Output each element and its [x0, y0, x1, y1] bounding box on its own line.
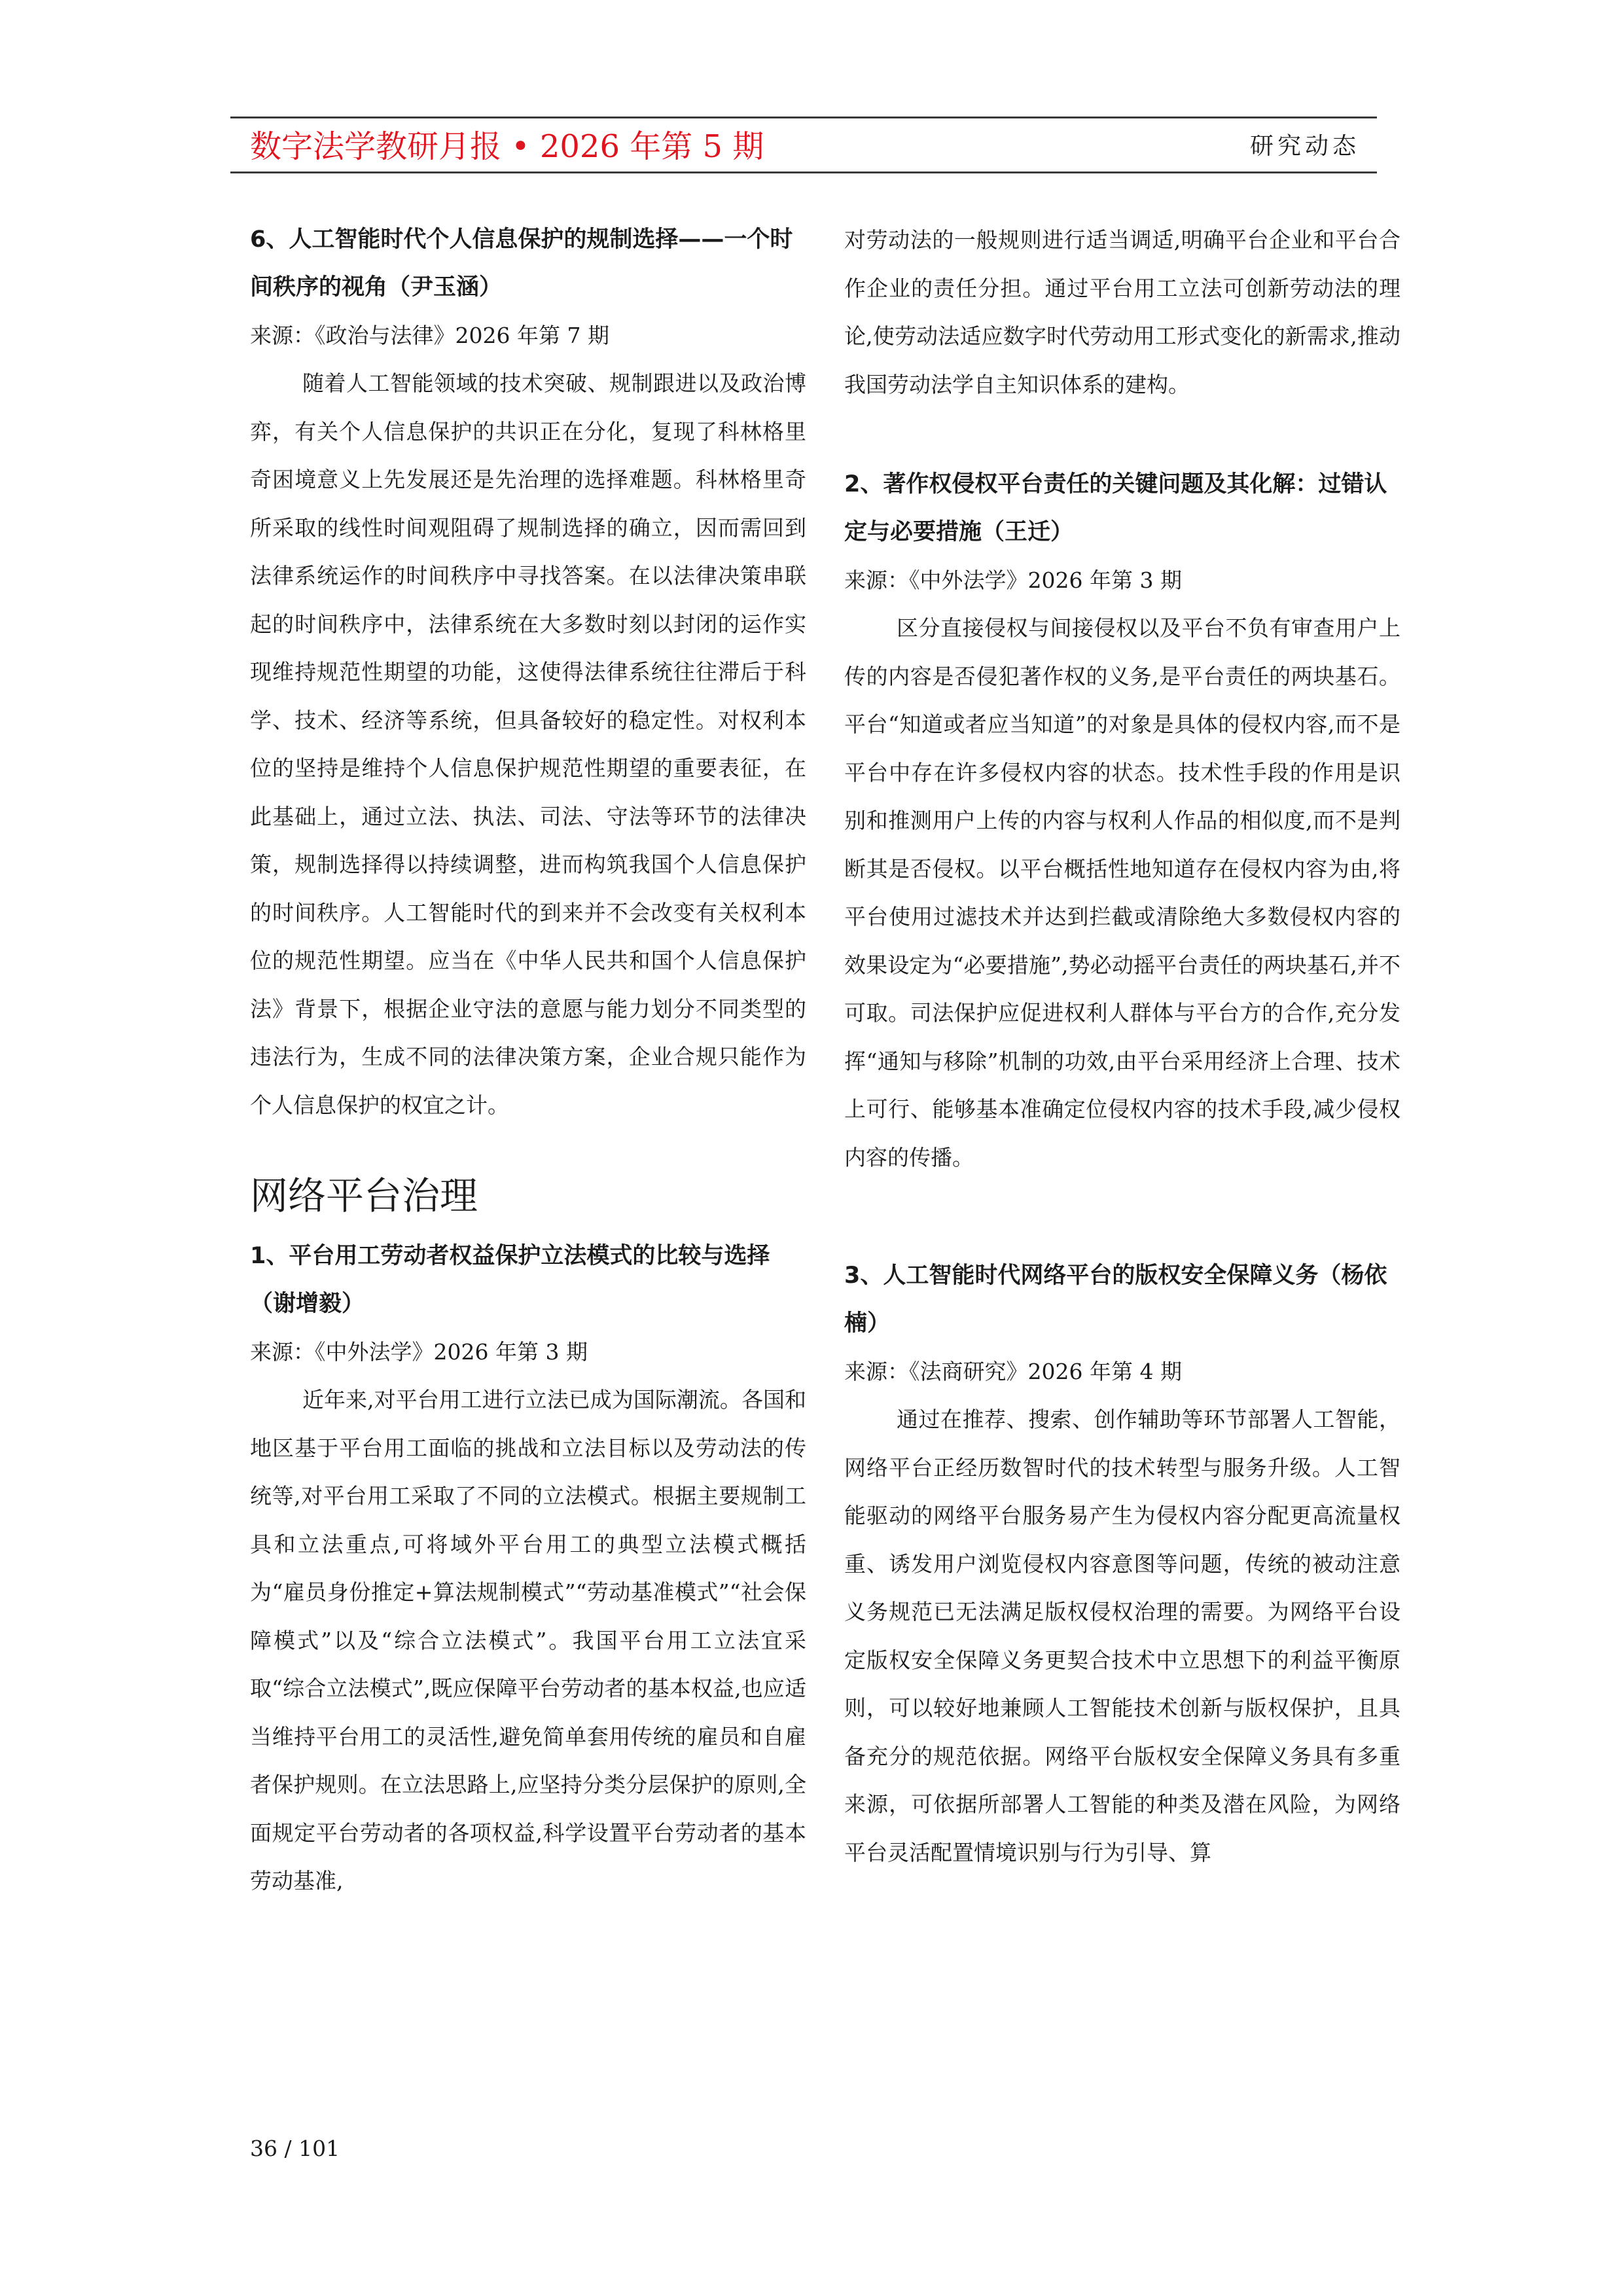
article-title: 3、人工智能时代网络平台的版权安全保障义务（杨依楠） — [844, 1263, 1387, 1336]
article-source: 来源：《中外法学》2026 年第 3 期 — [844, 567, 1182, 593]
header-rule-top — [230, 117, 1377, 118]
article-abstract: 区分直接侵权与间接侵权以及平台不负有审查用户上传的内容是否侵犯著作权的义务,是平台责任的两块基石。平台“知道或者应当知道”的对象是具体的侵权内容,而不是平台中存在许多侵权内容的状态。技术性手段的作用是识别和推测用户上传的内容与权利人作品的相似度,而不是判断其是否侵权。以平台概括性地知道存在侵权内容为由,将平台使用过滤技术并达到拦截或清除绝大多数侵权内容的效果设定为“必要措施”,势必动摇平台责任的两块基石,并不可取。司法保护应促进权利人群体与平台方的合作,充分发挥“通知与移除”机制的功效,由平台采用经济上合理、技术上可行、能够基本准确定位侵权内容的技术手段,减少侵权内容的传播。 — [844, 615, 1400, 1170]
header-rule-bottom — [230, 171, 1377, 173]
article-source: 来源：《法商研究》2026 年第 4 期 — [844, 1359, 1182, 1384]
left-column — [250, 216, 806, 1905]
article-abstract: 近年来,对平台用工进行立法已成为国际潮流。各国和地区基于平台用工面临的挑战和立法目标以及劳动法的传统等,对平台用工采取了不同的立法模式。根据主要规制工具和立法重点,可将域外平台用工的典型立法模式概括为“雇员身份推定+算法规制模式”“劳动基准模式”“社会保障模式”以及“综合立法模式”。我国平台用工立法宜采取“综合立法模式”,既应保障平台劳动者的基本权益,也应适当维持平台用工的灵活性,避免简单套用传统的雇员和自雇者保护规则。在立法思路上,应坚持分类分层保护的原则,全面规定平台劳动者的各项权益,科学设置平台劳动者的基本劳动基准, — [250, 1387, 806, 1893]
right-column — [844, 216, 1400, 1876]
article-title: 1、平台用工劳动者权益保护立法模式的比较与选择（谢增毅） — [250, 1243, 770, 1317]
article-title: 2、著作权侵权平台责任的关键问题及其化解：过错认定与必要措施（王迁） — [844, 471, 1387, 545]
article-source: 来源：《政治与法律》2026 年第 7 期 — [250, 323, 609, 348]
article-abstract: 随着人工智能领域的技术突破、规制跟进以及政治博弈，有关个人信息保护的共识正在分化，复现了科林格里奇困境意义上先发展还是先治理的选择难题。科林格里奇所采取的线性时间观阻碍了规制选择的确立，因而需回到法律系统运作的时间秩序中寻找答案。在以法律决策串联起的时间秩序中，法律系统在大多数时刻以封闭的运作实现维持规范性期望的功能，这使得法律系统往往滞后于科学、技术、经济等系统，但具备较好的稳定性。对权利本位的坚持是维持个人信息保护规范性期望的重要表征，在此基础上，通过立法、执法、司法、守法等环节的法律决策，规制选择得以持续调整，进而构筑我国个人信息保护的时间秩序。人工智能时代的到来并不会改变有关权利本位的规范性期望。应当在《中华人民共和国个人信息保护法》背景下，根据企业守法的意愿与能力划分不同类型的违法行为，生成不同的法律决策方案，企业合规只能作为个人信息保护的权宜之计。 — [250, 370, 806, 1118]
article-abstract-continued: 对劳动法的一般规则进行适当调适,明确平台企业和平台合作企业的责任分担。通过平台用工立法可创新劳动法的理论,使劳动法适应数字时代劳动用工形式变化的新需求,推动我国劳动法学自主知识体系的建构。 — [844, 227, 1400, 397]
article-abstract: 通过在推荐、搜索、创作辅助等环节部署人工智能，网络平台正经历数智时代的技术转型与服务升级。人工智能驱动的网络平台服务易产生为侵权内容分配更高流量权重、诱发用户浏览侵权内容意图等问题，传统的被动注意义务规范已无法满足版权侵权治理的需要。为网络平台设定版权安全保障义务更契合技术中立思想下的利益平衡原则，可以较好地兼顾人工智能技术创新与版权保护，且具备充分的规范依据。网络平台版权安全保障义务具有多重来源，可依据所部署人工智能的种类及潜在风险，为网络平台灵活配置情境识别与行为引导、算 — [844, 1407, 1400, 1865]
article-source: 来源：《中外法学》2026 年第 3 期 — [250, 1339, 588, 1365]
section-label: 研究动态 — [1250, 133, 1361, 160]
section-heading: 网络平台治理 — [250, 1174, 478, 1218]
journal-title: 数字法学教研月报 • 2026 年第 5 期 — [250, 128, 764, 165]
page-number: 36 / 101 — [250, 2136, 340, 2161]
article-title: 6、人工智能时代个人信息保护的规制选择——一个时间秩序的视角（尹玉涵） — [250, 226, 793, 300]
